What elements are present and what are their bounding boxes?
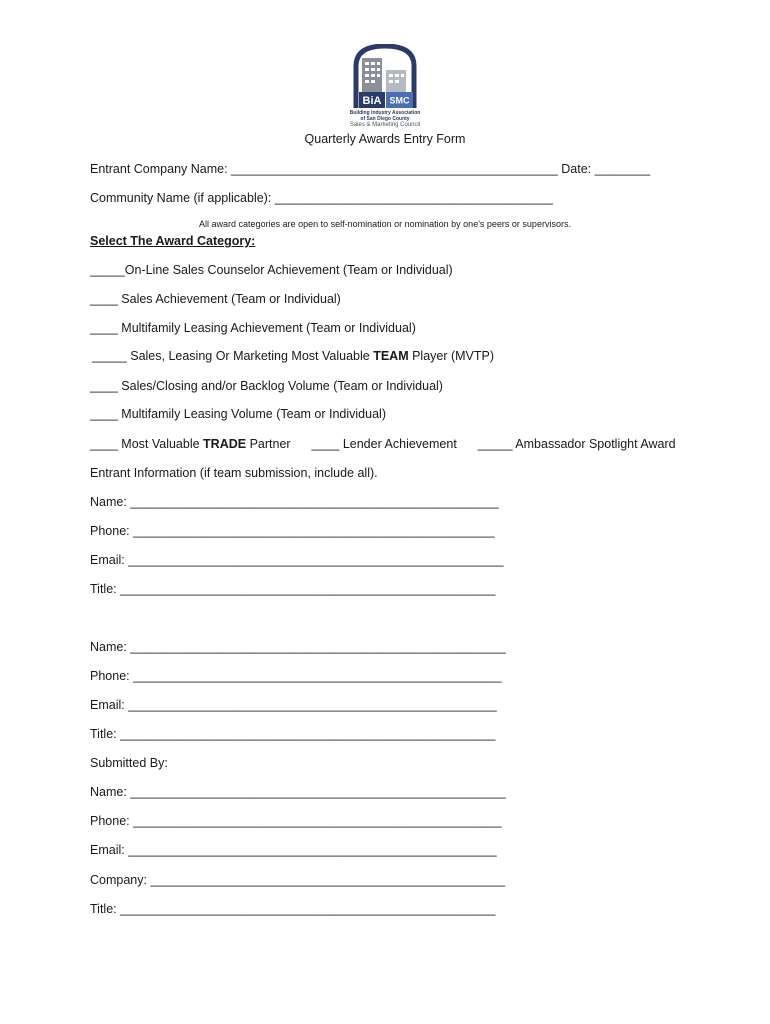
mvtp-label-pre: _____ Sales, Leasing Or Marketing Most Valuable <box>92 349 374 363</box>
mvtp-label-post: Player (MVTP) <box>408 349 495 363</box>
mvtp-label-bold: TEAM <box>373 349 409 363</box>
submitter-phone-field[interactable]: Phone: _____________________________________________________ <box>90 814 502 828</box>
select-award-heading: Select The Award Category: <box>90 234 256 248</box>
category-trade-partner[interactable]: ____ Most Valuable TRADE Partner <box>90 437 291 451</box>
entrant1-name-field[interactable]: Name: _____________________________________________________ <box>90 495 499 509</box>
submitted-by-label: Submitted By: <box>90 756 168 770</box>
category-last-row <box>90 437 676 451</box>
logo-org-line-2: of San Diego County <box>360 116 410 122</box>
nomination-note: All award categories are open to self-nomination or nomination by one's peers or supervisors. <box>199 219 571 229</box>
bia-smc-logo <box>340 44 430 128</box>
category-lender-achievement[interactable]: ____ Lender Achievement <box>311 437 457 451</box>
entrant-company-field[interactable]: Entrant Company Name: _______________________________________________ <box>90 162 558 176</box>
logo-org-line-1: Building Industry Association <box>349 110 421 116</box>
submitter-title-field[interactable]: Title: ______________________________________________________ <box>90 902 496 916</box>
submitter-company-field[interactable]: Company: ___________________________________________________ <box>90 873 505 887</box>
bia-building-logo-icon <box>340 44 430 110</box>
svg-text:SMC: SMC <box>389 95 410 106</box>
entrant2-phone-field[interactable]: Phone: _____________________________________________________ <box>90 669 502 683</box>
entrant2-title-field[interactable]: Title: ______________________________________________________ <box>90 727 496 741</box>
svg-text:BiA: BiA <box>362 95 382 107</box>
category-ambassador-spotlight[interactable]: _____ Ambassador Spotlight Award <box>477 437 676 451</box>
category-multifamily-leasing-achievement[interactable]: ____ Multifamily Leasing Achievement (Team or Individual) <box>90 321 416 335</box>
entrant-company-row[interactable] <box>90 162 650 176</box>
submitter-email-field[interactable]: Email: _____________________________________________________ <box>90 843 497 857</box>
category-online-sales-counselor[interactable]: _____On-Line Sales Counselor Achievement (Team or Individual) <box>90 263 453 277</box>
entrant1-phone-field[interactable]: Phone: ____________________________________________________ <box>90 524 495 538</box>
community-name-field[interactable]: Community Name (if applicable): ________________________________________ <box>90 191 553 205</box>
entrant2-email-field[interactable]: Email: _____________________________________________________ <box>90 698 497 712</box>
entrant1-title-field[interactable]: Title: ______________________________________________________ <box>90 582 496 596</box>
category-multifamily-leasing-volume[interactable]: ____ Multifamily Leasing Volume (Team or Individual) <box>90 407 386 421</box>
category-sales-achievement[interactable]: ____ Sales Achievement (Team or Individual) <box>90 292 341 306</box>
submitter-name-field[interactable]: Name: ______________________________________________________ <box>90 785 506 799</box>
entrant1-email-field[interactable]: Email: ______________________________________________________ <box>90 553 504 567</box>
category-mvtp[interactable] <box>92 349 494 363</box>
category-sales-closing-volume[interactable]: ____ Sales/Closing and/or Backlog Volume (Team or Individual) <box>90 379 443 393</box>
entrant2-name-field[interactable]: Name: ______________________________________________________ <box>90 640 506 654</box>
entrant-info-label: Entrant Information (if team submission, include all). <box>90 466 378 480</box>
date-field[interactable]: Date: ________ <box>561 162 651 176</box>
logo-council-line: Sales & Marketing Council <box>349 122 421 128</box>
form-title: Quarterly Awards Entry Form <box>304 132 466 146</box>
